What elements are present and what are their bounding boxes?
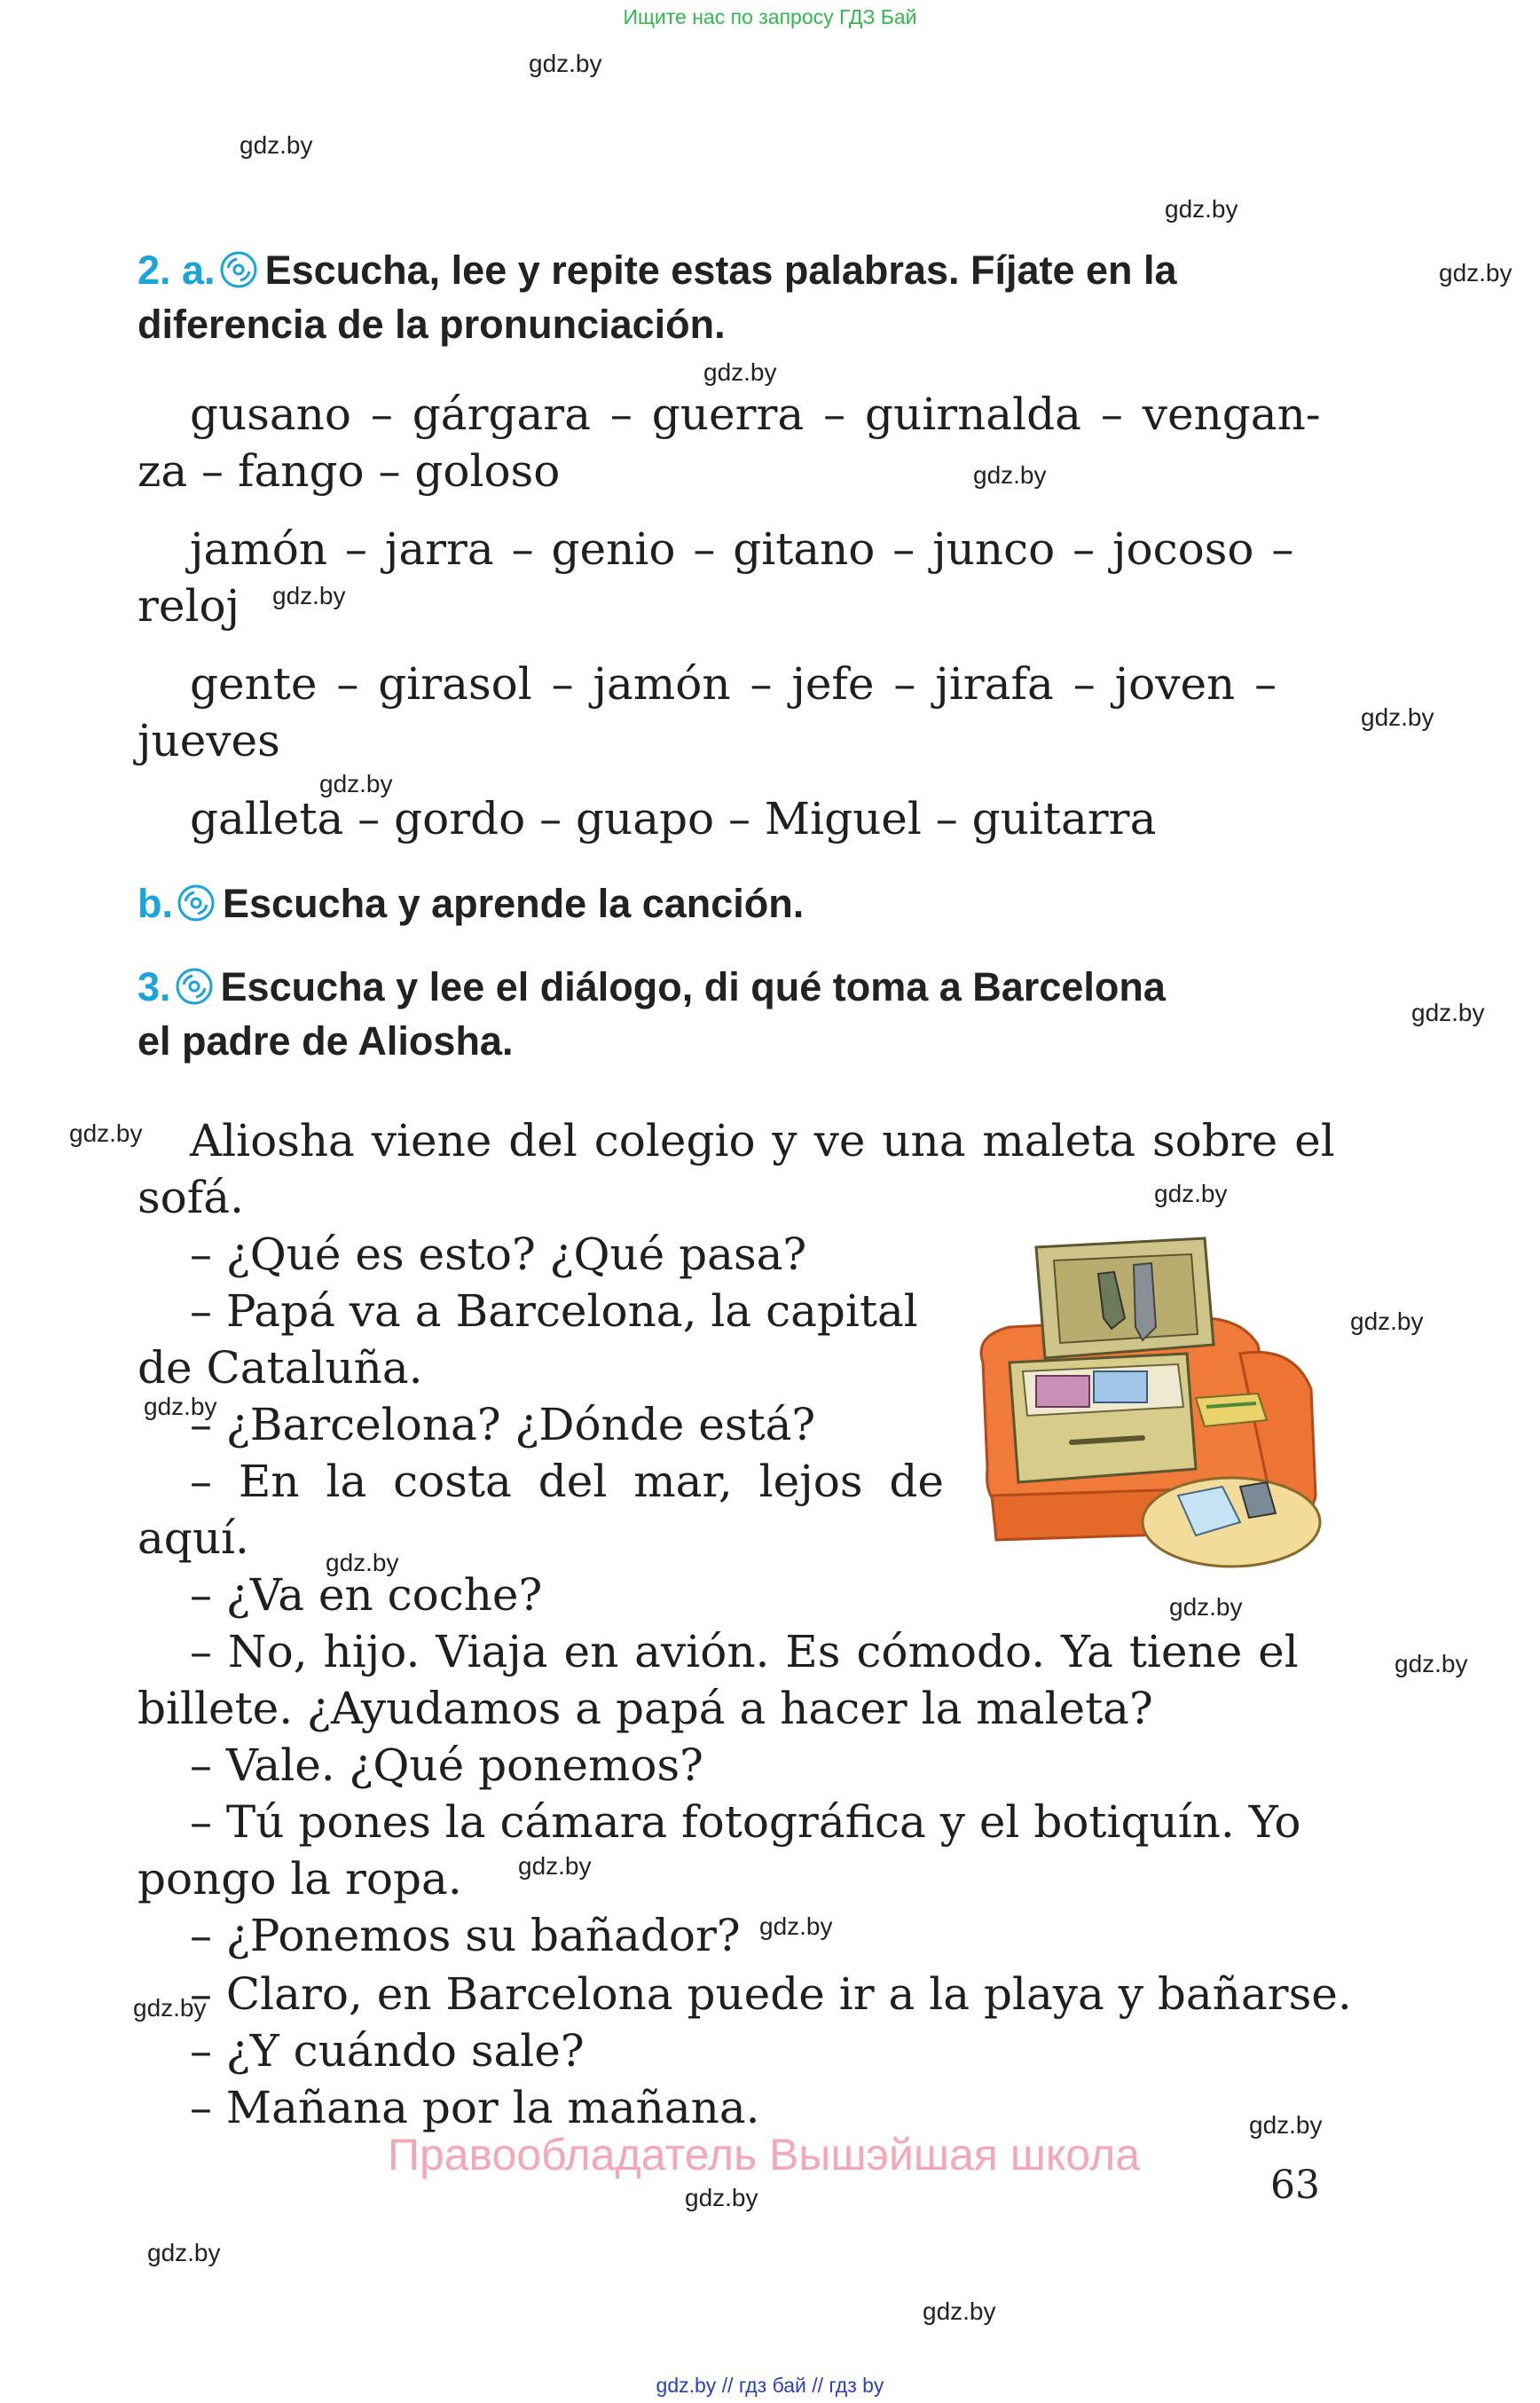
watermark: gdz.by [319,770,393,797]
audio-disc-icon [219,250,258,289]
task3-instruction-cont: el padre de Aliosha. [138,1018,514,1064]
watermark: gdz.by [685,2184,758,2211]
dialogue-line: – ¿Va en coche? [190,1569,543,1621]
word-group-2-cont: reloj [138,580,240,632]
task2a-instruction: Escucha, lee y repite estas palabras. Fíjate en la [264,247,1177,293]
dialogue-line: – ¿Ponemos su bañador? [190,1910,741,1961]
watermark: gdz.by [1249,2111,1323,2139]
task2b-instruction: Escucha y aprende la canción. [223,881,805,926]
dialogue-line: Aliosha viene del colegio y ve una maleta sobre el [190,1115,1335,1166]
watermark: gdz.by [1395,1650,1468,1677]
task3-heading [138,960,1326,1015]
dialogue-line: – Papá va a Barcelona, la capital [190,1285,918,1337]
dialogue-line: de Cataluña. [138,1342,423,1394]
dialogue-line: billete. ¿Ayudamos a papá a hacer la maleta? [138,1683,1153,1734]
task3-instruction: Escucha y lee el diálogo, di qué toma a Barcelona [220,964,1166,1009]
watermark: gdz.by [923,2297,996,2325]
dialogue-line: sofá. [138,1172,244,1223]
word-group-3-cont: jueves [138,715,280,766]
watermark: gdz.by [1361,703,1434,731]
dialogue-line: – Mañana por la mañana. [190,2082,760,2133]
copyright-text: Правообладатель Вышэйшая школа [388,2130,1140,2179]
watermark: gdz.by [144,1393,217,1420]
dialogue-line: – No, hijo. Viaja en avión. Es cómodo. Ya tiene el [190,1626,1299,1677]
dialogue-line: – ¿Qué es esto? ¿Qué pasa? [190,1229,807,1280]
watermark: gdz.by [1439,259,1512,287]
suitcase-illustration [974,1229,1322,1581]
dialogue-line: – ¿Barcelona? ¿Dónde está? [190,1399,816,1450]
word-group-2: jamón – jarra – genio – gitano – junco – jocoso – [190,523,1294,575]
watermark: gdz.by [1165,195,1238,223]
word-group-3: gente – girasol – jamón – jefe – jirafa – joven – [190,658,1277,710]
task-number: 3. [138,964,171,1009]
watermark: gdz.by [518,1852,592,1880]
watermark: gdz.by [759,1912,833,1940]
watermark: gdz.by [326,1549,399,1576]
audio-disc-icon [177,883,216,923]
watermark: gdz.by [272,582,346,609]
task2a-instruction-cont: diferencia de la pronunciación. [138,302,726,347]
watermark: gdz.by [1154,1180,1228,1207]
dialogue-line: pongo la ropa. [138,1853,462,1904]
audio-disc-icon [175,967,214,1006]
word-group-1-cont: za – fango – goloso [138,445,561,497]
watermark: gdz.by [147,2239,221,2266]
dialogue-line: – Claro, en Barcelona puede ir a la playa y bañarse. [190,1968,1352,2020]
watermark: gdz.by [703,358,777,386]
top-search-note: Ищите нас по запросу ГДЗ Бай [623,5,917,28]
word-group-1: gusano – gárgara – guerra – guirnalda – vengan- [190,389,1321,440]
watermark: gdz.by [69,1119,143,1147]
watermark: gdz.by [133,1994,207,2022]
watermark: gdz.by [973,461,1047,489]
bottom-links: gdz.by // гдз бай // гдз by [656,2374,884,2397]
watermark: gdz.by [1411,999,1485,1026]
dialogue-line: – En la costa del mar, lejos de [190,1456,944,1507]
task-letter: b. [138,881,173,926]
watermark: gdz.by [240,131,313,159]
watermark: gdz.by [1350,1308,1424,1335]
dialogue-line: – Vale. ¿Qué ponemos? [190,1739,703,1791]
task2a-heading [138,243,1326,298]
watermark: gdz.by [529,50,602,77]
watermark: gdz.by [1169,1593,1243,1621]
dialogue-line: – Tú pones la cámara fotográfica y el botiquín. Yo [190,1796,1301,1848]
word-group-4: galleta – gordo – guapo – Miguel – guitarra [190,793,1157,844]
dialogue-line: aquí. [138,1512,249,1564]
dialogue-line: – ¿Y cuándo sale? [190,2025,585,2077]
task-number: 2. a. [138,247,216,293]
task2b-heading [138,876,1326,931]
page-number: 63 [1270,2163,1320,2208]
